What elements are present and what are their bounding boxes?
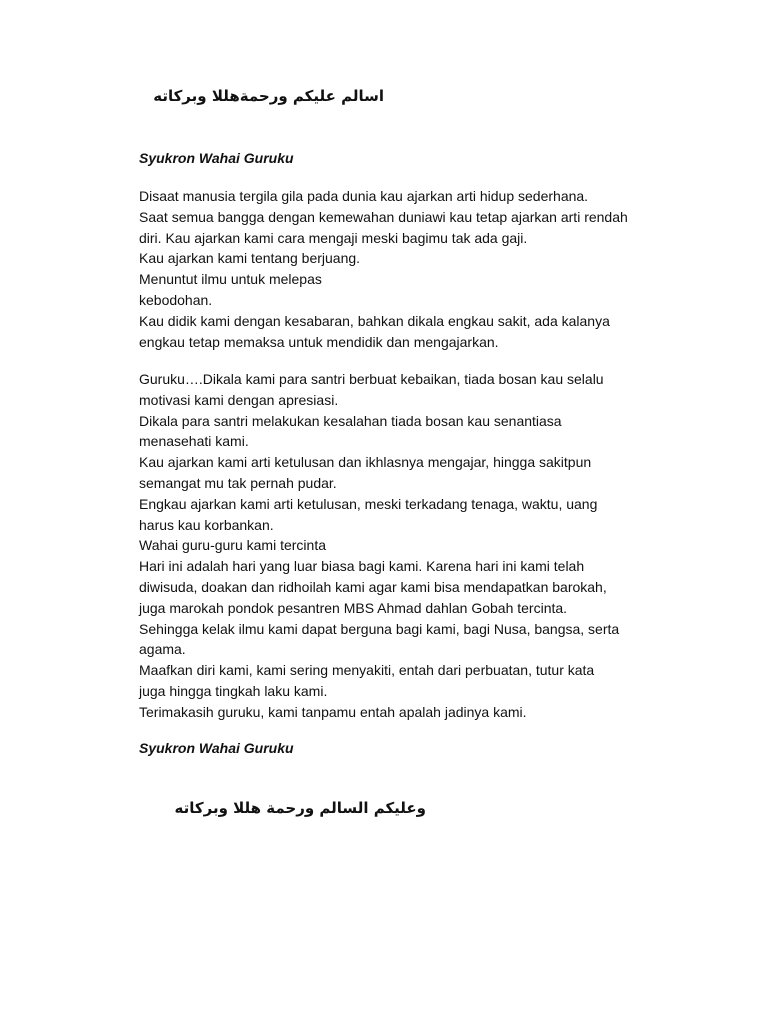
paragraph-line: motivasi kami dengan apresiasi.: [139, 391, 339, 408]
paragraph-line: Kau didik kami dengan kesabaran, bahkan dikala engkau sakit, ada kalanya: [139, 312, 610, 329]
paragraph-line: agama.: [139, 641, 186, 658]
opening-greeting: اسالم عليكم ورحمةهللا وبركاته: [153, 87, 384, 105]
paragraph-line: Menuntut ilmu untuk melepas: [139, 271, 322, 288]
paragraph-line: Kau ajarkan kami tentang berjuang.: [139, 250, 361, 267]
closing-title: Syukron Wahai Guruku: [139, 740, 294, 756]
paragraph-line: kebodohan.: [139, 291, 213, 308]
paragraph-line: diwisuda, doakan dan ridhoilah kami agar kami bisa mendapatkan barokah,: [139, 578, 607, 595]
paragraph-line: Terimakasih guruku, kami tanpamu entah apalah jadinya kami.: [139, 703, 527, 720]
paragraph-line: juga hingga tingkah laku kami.: [139, 682, 328, 699]
paragraph-line: Guruku….Dikala kami para santri berbuat kebaikan, tiada bosan kau selalu: [139, 371, 604, 387]
paragraph-line: Kau ajarkan kami arti ketulusan dan ikhlasnya mengajar, hingga sakitpun: [139, 454, 592, 471]
paragraph-1: [139, 186, 684, 352]
paragraph-line: Saat semua bangga dengan kemewahan duniawi kau tetap ajarkan arti rendah: [139, 208, 628, 225]
paragraph-line: Dikala para santri melakukan kesalahan tiada bosan kau senantiasa: [139, 412, 562, 429]
paragraph-line: semangat mu tak pernah pudar.: [139, 474, 337, 491]
paragraph-line: harus kau korbankan.: [139, 516, 274, 533]
paragraph-line: Sehingga kelak ilmu kami dapat berguna bagi kami, bagi Nusa, bangsa, serta: [139, 620, 620, 637]
paragraph-line: menasehati kami.: [139, 433, 249, 450]
paragraph-line: Engkau ajarkan kami arti ketulusan, meski terkadang tenaga, waktu, uang: [139, 495, 598, 512]
paragraph-line: Hari ini adalah hari yang luar biasa bagi kami. Karena hari ini kami telah: [139, 558, 585, 575]
paragraph-line: Wahai guru-guru kami tercinta: [139, 537, 327, 554]
closing-greeting: وعليكم السالم ورحمة هللا وبركاته: [174, 799, 426, 817]
poem-title: Syukron Wahai Guruku: [139, 150, 294, 166]
paragraph-2: [139, 369, 684, 723]
paragraph-line: engkau tetap memaksa untuk mendidik dan mengajarkan.: [139, 333, 499, 350]
paragraph-line: Disaat manusia tergila gila pada dunia kau ajarkan arti hidup sederhana.: [139, 188, 589, 204]
paragraph-line: diri. Kau ajarkan kami cara mengaji meski bagimu tak ada gaji.: [139, 229, 528, 246]
paragraph-line: juga marokah pondok pesantren MBS Ahmad dahlan Gobah tercinta.: [139, 599, 568, 616]
paragraph-line: Maafkan diri kami, kami sering menyakiti, entah dari perbuatan, tutur kata: [139, 662, 595, 679]
